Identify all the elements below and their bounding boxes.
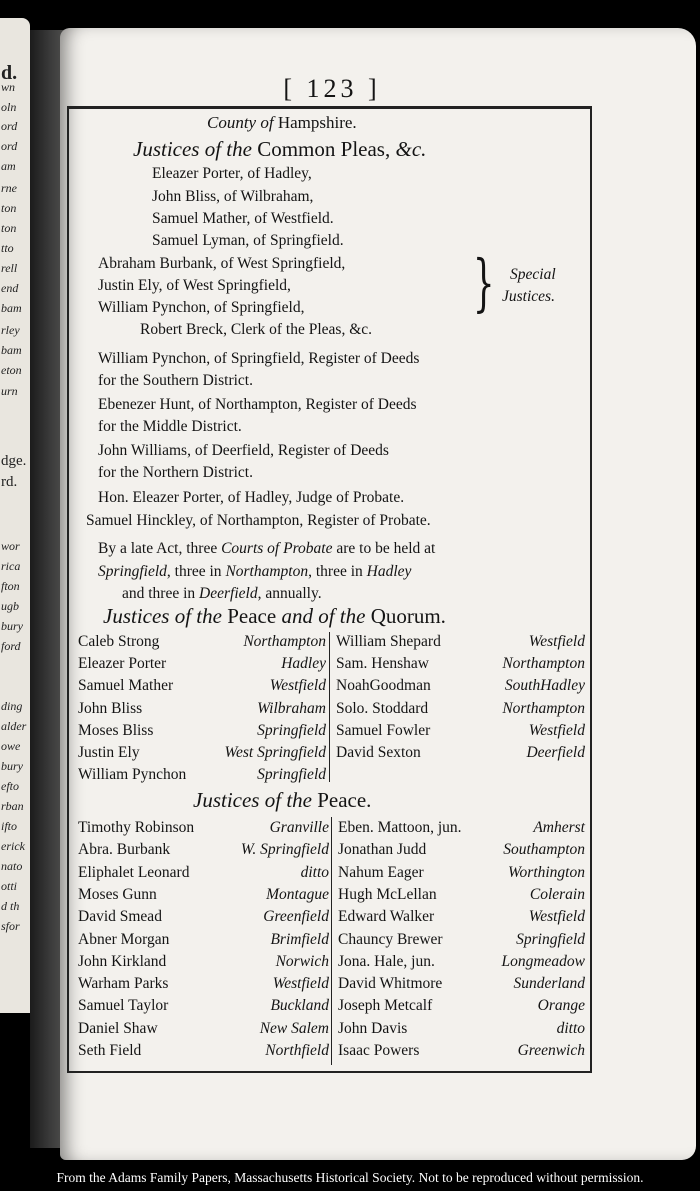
left-page-fragment: ding xyxy=(1,699,23,713)
justice-town: Northampton xyxy=(502,655,585,673)
left-page-fragment: rban xyxy=(1,799,24,813)
register-line: William Pynchon, of Springfield, Register of Deeds xyxy=(98,350,420,367)
left-page-fragment: rne xyxy=(1,181,17,195)
justice-name: Warham Parks xyxy=(78,975,169,993)
column-divider xyxy=(331,817,332,1065)
justice-town: Northfield xyxy=(265,1042,329,1059)
left-page-fragment: d th xyxy=(1,899,20,913)
left-page-fragment: urn xyxy=(1,384,18,398)
justice-name: Daniel Shaw xyxy=(78,1019,158,1037)
left-page-fragment: rley xyxy=(1,323,20,337)
justice-town: W. Springfield xyxy=(240,841,329,859)
justice-town: Westfield xyxy=(272,975,329,993)
left-page-fragment: d. xyxy=(1,62,18,84)
justice-town: Norwich xyxy=(275,952,329,970)
justice-name: Moses Gunn xyxy=(78,885,157,903)
register-line: for the Northern District. xyxy=(98,464,253,481)
left-page-fragment: nato xyxy=(1,859,23,873)
register-line: for the Southern District. xyxy=(98,372,253,389)
left-page-fragment: bury xyxy=(1,619,23,633)
justice-town: Worthington xyxy=(508,863,585,881)
quorum-heading: Justices of the Peace and of the Quorum. xyxy=(103,604,446,628)
justice-name: Jonathan Judd xyxy=(338,841,427,859)
left-page-fragment: oln xyxy=(1,100,17,114)
justice-name: Moses Bliss xyxy=(78,721,154,739)
left-page-fragment: alder xyxy=(1,719,27,733)
justice-name: Sam. Henshaw xyxy=(336,655,429,673)
justice-town: West Springfield xyxy=(224,744,326,761)
justice-town: Colerain xyxy=(529,885,585,903)
left-page-fragment: ifto xyxy=(1,819,18,833)
justice-town: Buckland xyxy=(270,997,329,1015)
justice-town: ditto xyxy=(556,1019,585,1037)
justice-name: Timothy Robinson xyxy=(78,819,195,836)
justice-name: Eliphalet Leonard xyxy=(78,863,190,881)
justice-name: William Shepard xyxy=(336,633,441,650)
register-line: Ebenezer Hunt, of Northampton, Register of Deeds xyxy=(98,396,417,413)
justice-name: William Pynchon xyxy=(78,766,187,784)
justice-town: Longmeadow xyxy=(501,952,585,970)
judge-of-probate: Hon. Eleazer Porter, of Hadley, Judge of Probate. xyxy=(98,489,405,506)
justice-name: David Sexton xyxy=(336,744,421,761)
left-page-fragment: end xyxy=(1,281,19,295)
left-page-fragment: bam xyxy=(1,343,22,357)
left-page-fragment: ugb xyxy=(1,599,19,613)
left-page-fragment: ord xyxy=(1,139,18,153)
justice-town: Sunderland xyxy=(513,975,585,993)
justice-name: Justin Ely xyxy=(78,744,140,761)
justice-town: Orange xyxy=(537,997,585,1015)
justice-line: Eleazer Porter, of Hadley, xyxy=(152,165,312,182)
justice-town: Montague xyxy=(266,885,329,903)
left-page-edge xyxy=(0,18,30,1013)
left-page-fragment: erick xyxy=(1,839,25,853)
justice-name: Caleb Strong xyxy=(78,633,160,650)
left-page-fragment: am xyxy=(1,159,16,173)
left-page-fragment: sfor xyxy=(1,919,20,933)
special-justice-line: Abraham Burbank, of West Springfield, xyxy=(98,255,346,272)
left-page-fragment: efto xyxy=(1,779,19,793)
justice-name: Samuel Taylor xyxy=(78,997,169,1015)
justice-name: John Bliss xyxy=(78,699,143,717)
justice-line: Samuel Lyman, of Springfield. xyxy=(152,232,344,249)
justice-name: NoahGoodman xyxy=(336,677,431,695)
probate-note-line: By a late Act, three Courts of Probate are to be held at xyxy=(98,540,436,557)
common-pleas-heading: Justices of the Common Pleas, &c. xyxy=(133,137,427,161)
justice-town: Northampton xyxy=(502,699,585,717)
justice-name: Eleazer Porter xyxy=(78,655,167,673)
left-page-fragment: ton xyxy=(1,221,17,235)
left-page-fragment: owe xyxy=(1,739,21,753)
justice-town: Northampton xyxy=(243,633,326,650)
copyright-footer: From the Adams Family Papers, Massachusetts Historical Society. Not to be reproduced without permission. xyxy=(56,1170,644,1185)
left-page-fragment: bury xyxy=(1,759,23,773)
justice-name: David Smead xyxy=(78,908,162,926)
justice-name: Nahum Eager xyxy=(338,863,424,881)
justice-name: Samuel Mather xyxy=(78,677,174,695)
justice-town: Westfield xyxy=(528,908,585,926)
justice-name: John Kirkland xyxy=(78,952,167,970)
justice-name: Hugh McLellan xyxy=(338,885,437,903)
special-label: Justices. xyxy=(502,288,555,305)
left-page-fragment: tto xyxy=(1,241,14,255)
justice-town: ditto xyxy=(300,863,329,881)
left-page-fragment: fton xyxy=(1,579,20,593)
justice-town: Hadley xyxy=(281,655,326,673)
left-page-fragment: wn xyxy=(1,80,16,94)
justice-name: Solo. Stoddard xyxy=(336,699,429,717)
justice-town: Springfield xyxy=(516,930,585,948)
justice-town: SouthHadley xyxy=(504,677,585,695)
justice-town: Greenfield xyxy=(263,908,329,926)
justice-town: Westfield xyxy=(528,633,585,650)
special-justice-line: Justin Ely, of West Springfield, xyxy=(98,277,291,294)
left-page-fragment: ford xyxy=(1,639,21,653)
left-page-fragment: wor xyxy=(1,539,20,553)
justice-name: Chauncy Brewer xyxy=(338,930,443,948)
justice-town: Southampton xyxy=(503,841,585,859)
justice-name: David Whitmore xyxy=(338,975,443,993)
justice-name: Seth Field xyxy=(78,1042,142,1059)
left-page-fragment: dge. xyxy=(1,453,27,469)
left-page-fragment: otti xyxy=(1,879,18,893)
left-page-fragment: rd. xyxy=(1,474,18,490)
justice-town: Springfield xyxy=(257,721,326,739)
justice-name: Jona. Hale, jun. xyxy=(338,952,435,970)
clerk-line: Robert Breck, Clerk of the Pleas, &c. xyxy=(140,321,373,338)
justice-name: Isaac Powers xyxy=(338,1042,420,1059)
probate-note-line: and three in Deerfield, annually. xyxy=(122,585,322,602)
county-heading: County of Hampshire. xyxy=(207,113,357,132)
justice-name: Eben. Mattoon, jun. xyxy=(338,819,462,836)
left-page-fragment: ton xyxy=(1,201,17,215)
justice-line: Samuel Mather, of Westfield. xyxy=(152,210,334,227)
justice-town: New Salem xyxy=(259,1019,329,1037)
justice-town: Brimfield xyxy=(270,930,329,948)
justice-name: Samuel Fowler xyxy=(336,721,431,739)
justice-town: Granville xyxy=(269,819,329,836)
left-page-fragment: rica xyxy=(1,559,21,573)
justice-town: Deerfield xyxy=(526,744,585,761)
justice-town: Westfield xyxy=(528,721,585,739)
left-page-fragment: bam xyxy=(1,301,22,315)
justice-name: Edward Walker xyxy=(338,908,435,926)
curly-brace: } xyxy=(472,246,495,319)
left-page-fragment: eton xyxy=(1,363,22,377)
column-divider xyxy=(329,632,330,782)
register-line: John Williams, of Deerfield, Register of Deeds xyxy=(98,442,389,459)
probate-note-line: Springfield, three in Northampton, three in Hadley xyxy=(98,563,412,580)
register-of-probate: Samuel Hinckley, of Northampton, Register of Probate. xyxy=(86,512,431,529)
justice-town: Westfield xyxy=(269,677,326,695)
peace-heading: Justices of the Peace. xyxy=(193,788,372,812)
justice-town: Springfield xyxy=(257,766,326,784)
justice-name: John Davis xyxy=(338,1019,408,1037)
page-number: [ 123 ] xyxy=(283,74,381,103)
justice-name: Joseph Metcalf xyxy=(338,997,433,1015)
justice-name: Abra. Burbank xyxy=(78,841,171,859)
special-justice-line: William Pynchon, of Springfield, xyxy=(98,299,305,316)
justice-town: Wilbraham xyxy=(257,699,326,717)
left-page-fragment: ord xyxy=(1,119,18,133)
special-label: Special xyxy=(510,266,556,283)
left-page-fragment: rell xyxy=(1,261,18,275)
justice-name: Abner Morgan xyxy=(78,930,170,948)
justice-line: John Bliss, of Wilbraham, xyxy=(152,188,314,205)
register-line: for the Middle District. xyxy=(98,418,242,435)
justice-town: Amherst xyxy=(533,819,585,836)
justice-town: Greenwich xyxy=(517,1042,585,1059)
